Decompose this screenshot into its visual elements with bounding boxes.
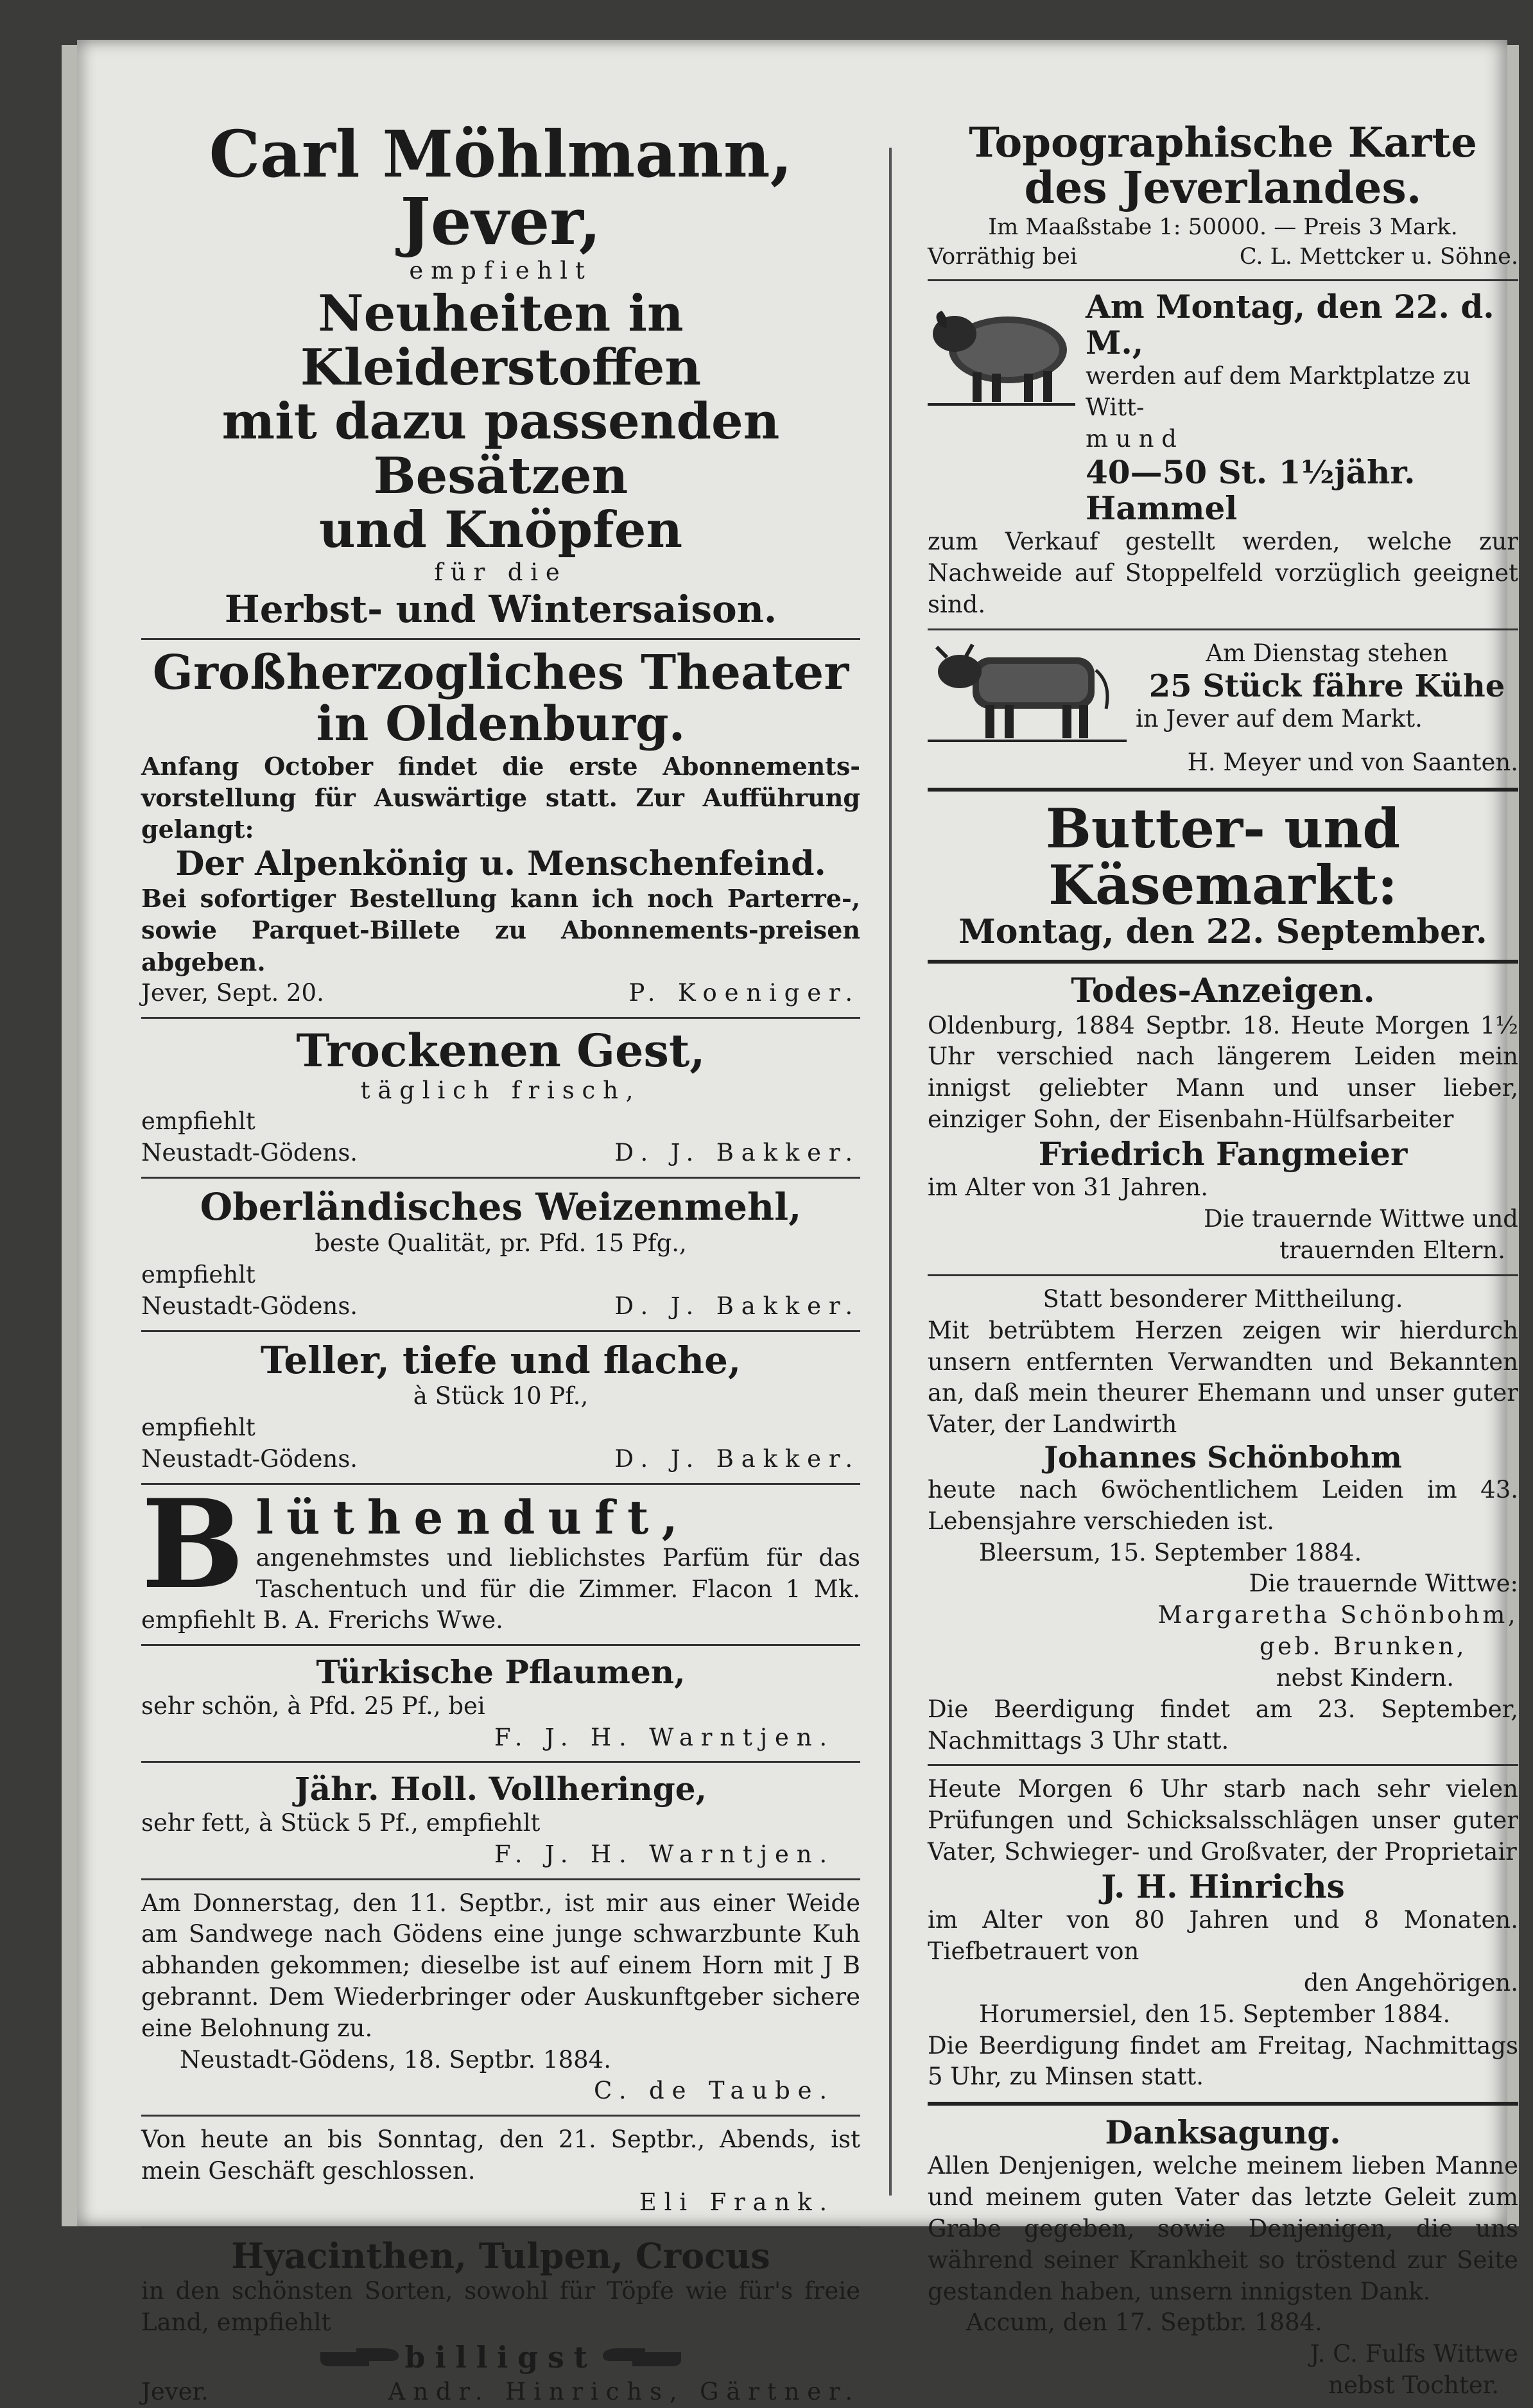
ad-signature-row xyxy=(141,1444,860,1475)
ad-place: Jever. xyxy=(141,2378,209,2406)
ad-headline: Der Alpenkönig u. Menschenfeind. xyxy=(175,844,826,883)
notice-body: Allen Denjenigen, welche meinem lieben Manne und meinem guten Vater das letzte Geleit zum Grabe gegeben, sowie Denjenigen, die uns während seiner Krankheit so tröstend zur Seite gestanden haben, unsern innigsten Dank. xyxy=(928,2152,1518,2305)
left-column xyxy=(141,69,860,2408)
divider xyxy=(141,2226,860,2228)
ad-signature: D. J. Bakker. xyxy=(614,1445,860,1473)
notice-signature: Die trauernde Wittwe: xyxy=(1249,1570,1518,1598)
ad-weizenmehl xyxy=(141,1186,860,1322)
divider xyxy=(928,279,1518,281)
ad-place: Neustadt-Gödens, 18. Septbr. 1884. xyxy=(180,2045,611,2074)
thanks-notice xyxy=(928,2115,1518,2402)
ad-text: Am Dienstag stehen xyxy=(1206,639,1448,667)
ad-headline: 40—50 St. 1½jähr. Hammel xyxy=(1086,453,1416,528)
ad-closed xyxy=(141,2124,860,2218)
notice-text: im Alter von 31 Jahren. xyxy=(928,1174,1208,1202)
notice-body: Oldenburg, 1884 Septbr. 18. Heute Morgen 1½ Uhr verschied nach längerem Leiden mein innigst geliebter Mann und unser lieber, einziger Sohn, der Eisenbahn-Hülfsarbeiter xyxy=(928,1011,1518,1134)
ad-signature: C. de Taube. xyxy=(594,2077,835,2105)
ad-title: Carl Möhlmann, Jever, xyxy=(209,116,793,259)
ad-body: angenehmstes und lieblichstes Parfüm für das Taschentuch und für die Zimmer. Flacon 1 Mk. empfiehlt B. A. Frerichs Wwe. xyxy=(141,1543,860,1634)
ad-text: mund xyxy=(1086,424,1184,453)
divider xyxy=(928,960,1518,964)
ad-text: empfiehlt xyxy=(141,1260,256,1288)
divider xyxy=(141,1878,860,1880)
ad-headline: und Knöpfen xyxy=(318,500,683,559)
ad-title: Großherzogliches Theater xyxy=(152,645,849,700)
ad-signature: F. J. H. Warntjen. xyxy=(494,1723,835,1751)
ad-title: Jähr. Holl. Vollheringe, xyxy=(295,1770,707,1808)
ad-body: Am Donnerstag, den 11. Septbr., ist mir aus einer Weide am Sandwege nach Gödens eine junge schwarzbunte Kuh abhanden gekommen; dieselbe ist auf einem Horn mit J B gebrannt. Dem Wiederbringer oder Auskunftgeber sichere eine Belohnung zu. xyxy=(141,1889,860,2042)
ad-signature-row xyxy=(141,978,860,1009)
divider xyxy=(928,788,1518,792)
notice-signature: trauernden Eltern. xyxy=(1279,1236,1505,1265)
ad-place: Neustadt-Gödens. xyxy=(141,1139,358,1167)
ad-headline: 25 Stück fähre Kühe xyxy=(1148,668,1505,704)
divider xyxy=(928,628,1518,630)
divider xyxy=(141,1330,860,1332)
ad-text: Im Maaßstabe 1: 50000. — Preis 3 Mark. xyxy=(988,214,1458,240)
ad-signature: Andr. Hinrichs, Gärtner. xyxy=(388,2378,860,2406)
ad-title: Topographische Karte xyxy=(969,119,1477,167)
ad-headline: mit dazu passenden Besätzen xyxy=(221,392,780,505)
ad-title: Teller, tiefe und flache, xyxy=(260,1338,741,1382)
ad-heringe xyxy=(141,1771,860,1870)
notice-head: Statt besonderer Mittheilung. xyxy=(1043,1285,1403,1313)
divider xyxy=(928,2102,1518,2106)
ad-title: lüthenduft, xyxy=(256,1492,691,1545)
ad-moehlmann xyxy=(141,116,860,631)
notice-signature: geb. Brunken, xyxy=(1260,1633,1467,1661)
notice-signature: den Angehörigen. xyxy=(1303,1968,1518,1997)
ad-text: empfiehlt xyxy=(141,1414,256,1442)
death-notice-fangmeier xyxy=(928,973,1518,1267)
notice-signature: nebst Tochter. xyxy=(1328,2371,1499,2400)
ad-butter xyxy=(928,796,1518,952)
ad-title: Butter- und Käsemarkt: xyxy=(1045,796,1401,917)
pointing-hand-left-icon xyxy=(600,2343,684,2371)
deceased-name: Friedrich Fangmeier xyxy=(1038,1134,1408,1173)
notice-body: Mit betrübtem Herzen zeigen wir hierdurch unsern entfernten Verwandten und Bekannten an, daß mein theurer Ehemann und unser guter Vater, der Landwirth xyxy=(928,1316,1518,1439)
divider xyxy=(141,1177,860,1179)
ad-title: in Oldenburg. xyxy=(316,696,686,752)
notice-body: heute nach 6wöchentlichem Leiden im 43. Lebensjahre verschieden ist. xyxy=(928,1475,1518,1535)
ad-title: Am Montag, den 22. d. M., xyxy=(1086,287,1494,361)
ad-signature: H. Meyer und von Saanten. xyxy=(1187,748,1518,776)
ad-text: à Stück 10 Pf., xyxy=(413,1382,589,1410)
ad-text: empfiehlt xyxy=(409,257,593,284)
ad-text: in Jever auf dem Markt. xyxy=(1136,705,1423,733)
ad-kuehe xyxy=(928,638,1518,779)
death-notice-hinrichs xyxy=(928,1774,1518,2093)
divider xyxy=(928,1764,1518,1766)
notice-signature: Die trauernde Wittwe und xyxy=(1204,1205,1518,1233)
drop-cap: B xyxy=(141,1492,245,1616)
notice-body: Die Beerdigung findet am Freitag, Nachmittags 5 Uhr, zu Minsen statt. xyxy=(928,2031,1518,2091)
ad-signature: P. Koeniger. xyxy=(628,979,860,1007)
ad-title: Türkische Pflaumen, xyxy=(316,1653,686,1692)
notice-place: Bleersum, 15. September 1884. xyxy=(979,1538,1362,1566)
notice-place: Horumersiel, den 15. September 1884. xyxy=(979,2000,1451,2028)
column-divider xyxy=(889,148,892,2196)
ad-hyacinthen xyxy=(141,2236,860,2408)
ad-text: täglich frisch, xyxy=(360,1076,641,1104)
ad-text: sehr fett, à Stück 5 Pf., empfiehlt xyxy=(141,1808,541,1837)
ad-signature-row xyxy=(928,242,1518,272)
ad-gest xyxy=(141,1026,860,1169)
divider xyxy=(141,638,860,640)
divider xyxy=(928,1274,1518,1276)
ad-body: Anfang October findet die erste Abonnements-vorstellung für Auswärtige statt. Zur Aufführung gelangt: xyxy=(141,751,860,844)
ad-place: Neustadt-Gödens. xyxy=(141,1445,358,1473)
ad-text: Vorräthig bei xyxy=(928,243,1078,270)
ad-title: des Jeverlandes. xyxy=(1024,162,1422,214)
ad-bluethenduft xyxy=(141,1493,860,1636)
notice-signature: J. C. Fulfs Wittwe xyxy=(1310,2340,1518,2368)
death-notice-schoenbohm xyxy=(928,1284,1518,1756)
notice-signature: Margaretha Schönbohm, xyxy=(1157,1601,1518,1629)
notice-signature: nebst Kindern. xyxy=(1276,1663,1454,1692)
ad-title: Trockenen Gest, xyxy=(296,1024,706,1077)
ad-text: empfiehlt xyxy=(141,1107,256,1136)
ad-headline: Neuheiten in Kleiderstoffen xyxy=(300,284,702,397)
notice-body: Heute Morgen 6 Uhr starb nach sehr vielen Prüfungen und Schicksalsschlägen unser guter Vater, Schwieger- und Großvater, der Proprietair xyxy=(928,1775,1518,1866)
ad-signature: C. L. Mettcker u. Söhne. xyxy=(1239,243,1518,270)
notice-body: Die Beerdigung findet am 23. September, Nachmittags 3 Uhr statt. xyxy=(928,1695,1518,1754)
ad-signature: Eli Frank. xyxy=(639,2188,835,2216)
cheap-label: billigst xyxy=(404,2339,597,2375)
ad-place: Jever, Sept. 20. xyxy=(141,979,324,1007)
ad-body: in den schönsten Sorten, sowohl für Töpfe wie für's freie Land, empfiehlt xyxy=(141,2276,860,2336)
ad-text: sehr schön, à Pfd. 25 Pf., bei xyxy=(141,1692,485,1720)
ad-body: Bei sofortiger Bestellung kann ich noch Parterre-, sowie Parquet-Billete zu Abonnements-preisen abgeben. xyxy=(141,884,860,976)
ad-lost-cow xyxy=(141,1888,860,2108)
ad-signature-row xyxy=(141,1291,860,1322)
ad-body: zum Verkauf gestellt werden, welche zur Nachweide auf Stoppelfeld vorzüglich geeignet sind. xyxy=(928,528,1518,619)
deceased-name: J. H. Hinrichs xyxy=(1101,1867,1345,1905)
ad-text: für die xyxy=(434,559,567,586)
section-title: Danksagung. xyxy=(1105,2113,1341,2152)
divider xyxy=(141,1017,860,1019)
ad-title: Hyacinthen, Tulpen, Crocus xyxy=(231,2235,770,2276)
ad-signature: D. J. Bakker. xyxy=(614,1292,860,1320)
cheap-row xyxy=(141,2341,860,2375)
divider xyxy=(141,1483,860,1485)
ad-text: beste Qualität, pr. Pfd. 15 Pfg., xyxy=(315,1229,687,1258)
divider xyxy=(141,1761,860,1763)
ad-karte xyxy=(928,121,1518,272)
ad-pflaumen xyxy=(141,1654,860,1753)
pointing-hand-right-icon xyxy=(318,2343,401,2371)
divider xyxy=(141,2115,860,2117)
ad-teller xyxy=(141,1340,860,1475)
right-column xyxy=(928,69,1518,2402)
ad-hammel xyxy=(928,289,1518,621)
ad-title: Oberländisches Weizenmehl, xyxy=(200,1185,802,1229)
notice-body: im Alter von 80 Jahren und 8 Monaten. Tiefbetrauert von xyxy=(928,1906,1518,1966)
ad-text: werden auf dem Marktplatze zu Witt- xyxy=(1086,361,1471,421)
ad-signature: F. J. H. Warntjen. xyxy=(494,1840,835,1868)
ad-place: Neustadt-Gödens. xyxy=(141,1292,358,1320)
ad-theater xyxy=(141,645,860,1009)
section-title: Todes-Anzeigen. xyxy=(1071,971,1375,1011)
ad-signature-row xyxy=(141,1138,860,1169)
ad-signature-row xyxy=(141,2377,860,2408)
ad-headline: Herbst- und Wintersaison. xyxy=(224,587,777,631)
sheep-illustration xyxy=(928,289,1075,411)
divider xyxy=(141,1644,860,1646)
deceased-name: Johannes Schönbohm xyxy=(1044,1440,1402,1475)
ad-headline: Montag, den 22. September. xyxy=(958,912,1487,952)
ad-body: Von heute an bis Sonntag, den 21. Septbr., Abends, ist mein Geschäft geschlossen. xyxy=(141,2126,860,2185)
notice-place: Accum, den 17. Septbr. 1884. xyxy=(966,2308,1322,2337)
cow-illustration xyxy=(928,638,1127,747)
ad-signature: D. J. Bakker. xyxy=(614,1139,860,1167)
